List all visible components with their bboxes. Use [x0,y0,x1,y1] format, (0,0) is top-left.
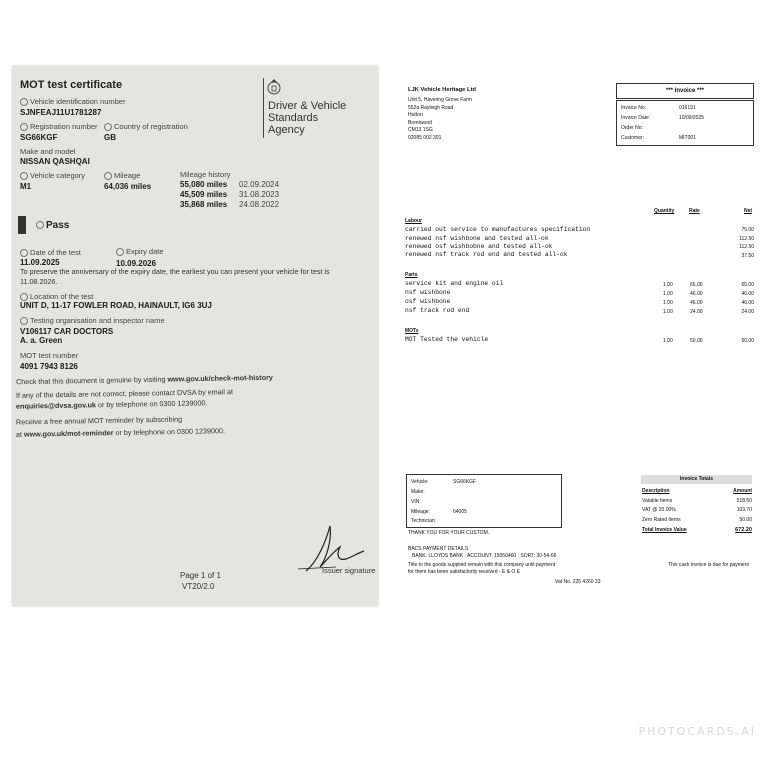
make-label: Make: [411,489,425,495]
parts-rate-0: 65.00 [690,282,703,288]
totals-value-0: 518.50 [736,498,752,504]
info-icon [20,172,28,180]
incorrect-details-1: If any of the details are not correct, please contact DVSA by email at [15,387,233,400]
invoice-document [398,80,764,600]
meta-label-invoice-no: Invoice No: [621,105,647,111]
parts-net-2: 46.00 [741,300,754,306]
vehicle-value: SG66KGF [453,479,477,485]
parts-net-3: 24.00 [741,309,754,315]
company-name: LJK Vehicle Heritage Ltd [408,87,476,93]
preserve-note-1: To preserve the anniversary of the expiry date, the earliest you can present your vehicle for test is [20,267,330,276]
info-icon [20,123,28,131]
mileage-value: 64005 [453,509,467,515]
bacs-title: BACS PAYMENT DETAILS [408,546,469,552]
history-miles-2: 35,868 miles [180,200,228,209]
royal-crest-icon [265,78,283,98]
test-number-label: MOT test number [20,351,79,360]
labour-net-3: 37.50 [741,253,754,259]
mots-qty-0: 1.00 [663,338,673,344]
make-value: NISSAN QASHQAI [20,157,90,166]
expiry-value: 10.09.2026 [116,259,157,268]
reg-value: SG66KGF [20,133,58,142]
totals-value-1: 103.70 [736,507,752,513]
history-date-2: 24.08.2022 [239,200,280,209]
history-miles-1: 45,509 miles [180,190,228,199]
vin-value: SJNFEAJ11U1781287 [20,108,102,117]
reminder-text-2: at www.gov.uk/mot-reminder or by telephone on 0300 1239000. [15,426,226,439]
form-code: VT20/2.0 [182,582,215,591]
labour-net-1: 112.50 [739,236,754,242]
total-value: 672.20 [735,527,752,533]
mot-reminder-link[interactable]: www.gov.uk/mot-reminder [23,428,114,439]
vehicle-label: Vehicle: [411,479,429,485]
parts-net-1: 46.00 [741,291,754,297]
info-icon [20,249,28,257]
title-goods-2: for them has been satisfactorily received - E & O E [408,569,520,575]
col-net: Net [744,208,753,214]
totals-label-0: Vatable Items [642,498,673,504]
category-value: M1 [20,182,32,191]
labour-desc-1: renewed nsf wishbone and tested all-ok [405,235,549,242]
parts-rate-3: 24.00 [690,309,703,315]
mileage-value: 64,036 miles [104,182,152,191]
pass-marker [18,216,26,234]
invoice-meta-box [616,100,754,146]
totals-desc-header: Description [642,488,670,494]
check-icon [36,221,44,229]
parts-qty-3: 1.00 [663,309,673,315]
labour-title: Labour [405,218,422,224]
history-miles-0: 55,080 miles [180,180,228,189]
col-quantity: Quantity [654,208,675,214]
vin-label: VIN: [411,499,421,505]
vin-label: Vehicle identification number [20,97,125,106]
parts-rate-2: 46.00 [690,300,703,306]
meta-label-customer: Customer: [621,135,645,141]
certificate-title: MOT test certificate [20,79,123,91]
inspector-value: A. a. Green [20,336,63,345]
parts-net-0: 65.00 [741,282,754,288]
result-value: Pass [36,220,69,231]
info-icon [20,293,28,301]
expiry-label: Expiry date [116,247,164,256]
info-icon [20,98,28,106]
info-icon [116,248,124,256]
mots-net-0: 50.00 [741,338,754,344]
mots-desc-0: MOT Tested the vehicle [405,336,489,343]
labour-net-0: 75.00 [741,227,754,233]
due-note: This cash invoice is due for payment [668,562,749,568]
mileage-history-label: Mileage history [180,170,231,179]
mileage-label: Mileage: [411,509,430,515]
mots-title: MOTs [405,328,419,334]
test-date-label: Date of the test [20,248,81,257]
mots-rate-0: 50.00 [690,338,703,344]
totals-label-2: Zero Rated Items [642,517,681,523]
col-rate: Rate [689,208,700,214]
info-icon [104,123,112,131]
totals-title: Invoice Totals [641,475,752,484]
page-number: Page 1 of 1 [180,571,221,580]
labour-desc-2: renewed osf wishbobne and tested all-ok [405,243,553,250]
parts-desc-1: nsf wishbone [405,289,451,296]
org-label: Testing organisation and inspector name [20,316,165,325]
meta-value-invoice-no: 016191 [679,105,696,111]
parts-qty-2: 1.00 [663,300,673,306]
org-value: V106117 CAR DOCTORS [20,327,114,336]
category-label: Vehicle category [20,171,85,180]
totals-label-1: VAT @ 20.00% [642,507,676,513]
mot-certificate [12,66,378,606]
parts-rate-1: 46.00 [690,291,703,297]
parts-desc-0: service kit and engine oil [405,280,504,287]
company-address: Unit 5, Havering Grove Farm 552a Rayleigh Road Hutton Brentwood CM13 1SG 02085 002 301 [408,97,472,141]
test-date-value: 11.09.2025 [20,258,60,267]
check-genuine-text: Check that this document is genuine by visiting www.gov.uk/check-mot-history [15,372,273,387]
invoice-heading: *** Invoice *** [665,88,705,94]
check-mot-link[interactable]: www.gov.uk/check-mot-history [167,372,273,384]
agency-name: Driver & Vehicle Standards Agency [268,100,347,136]
title-goods-1: Title to the goods supplied remain with this company until payment [408,562,556,568]
make-label: Make and model [20,147,76,156]
reminder-text-1: Receive a free annual MOT reminder by subscribing [15,414,183,427]
history-date-1: 31.08.2023 [239,190,280,199]
meta-label-order: Order No: [621,125,643,131]
labour-net-2: 112.50 [739,244,754,250]
parts-desc-3: nsf track rod end [405,307,470,314]
invoice-heading-box [616,83,754,99]
issuer-signature-label: Issuer signature [322,566,376,575]
parts-desc-2: osf wishbone [405,298,451,305]
labour-desc-0: carried out service to manufactures specification [405,226,591,233]
test-number-value: 4091 7943 8126 [20,362,78,371]
technician-label: Technician: [411,518,437,524]
total-label: Total Invoice Value [642,527,687,533]
thank-you: THANK YOU FOR YOUR CUSTOM. [408,530,490,536]
vehicle-box [406,474,562,528]
parts-qty-1: 1.00 [663,291,673,297]
parts-title: Parts [405,272,418,278]
history-date-0: 02.09.2024 [239,180,280,189]
country-label: Country of registration [104,122,188,131]
meta-label-date: Invoice Date: [621,115,651,121]
preserve-note-2: 11.08.2026. [20,277,58,286]
totals-value-2: 50.00 [739,517,752,523]
agency-divider [263,78,264,138]
info-icon [20,317,28,325]
bacs-details: BANK: LLOYDS BANK : ACCOUNT: 15050460 : SORT: 30-54-66 [412,553,557,559]
labour-desc-3: renewed nsf track rod end and tested all-ok [405,251,568,258]
mileage-label: Mileage [104,171,140,180]
parts-qty-0: 1.00 [663,282,673,288]
dvsa-email-link[interactable]: enquiries@dvsa.gov.uk [15,400,97,411]
reg-label: Registration number [20,122,98,131]
meta-value-date: 10/09/2025 [679,115,705,121]
country-value: GB [104,133,116,142]
location-value: UNIT D, 11-17 FOWLER ROAD, HAINAULT, IG6 3UJ [20,301,212,310]
vat-number: Vat No. 225 4260 33 [555,579,601,585]
info-icon [104,172,112,180]
totals-amount-header: Amount [733,488,752,494]
incorrect-details-2: enquiries@dvsa.gov.uk or by telephone on 0300 1239000. [15,398,208,411]
photocards-watermark: PHOTOCARDS.AI [638,725,756,738]
meta-value-customer: MIT001 [679,135,696,141]
location-label: Location of the test [20,292,93,301]
